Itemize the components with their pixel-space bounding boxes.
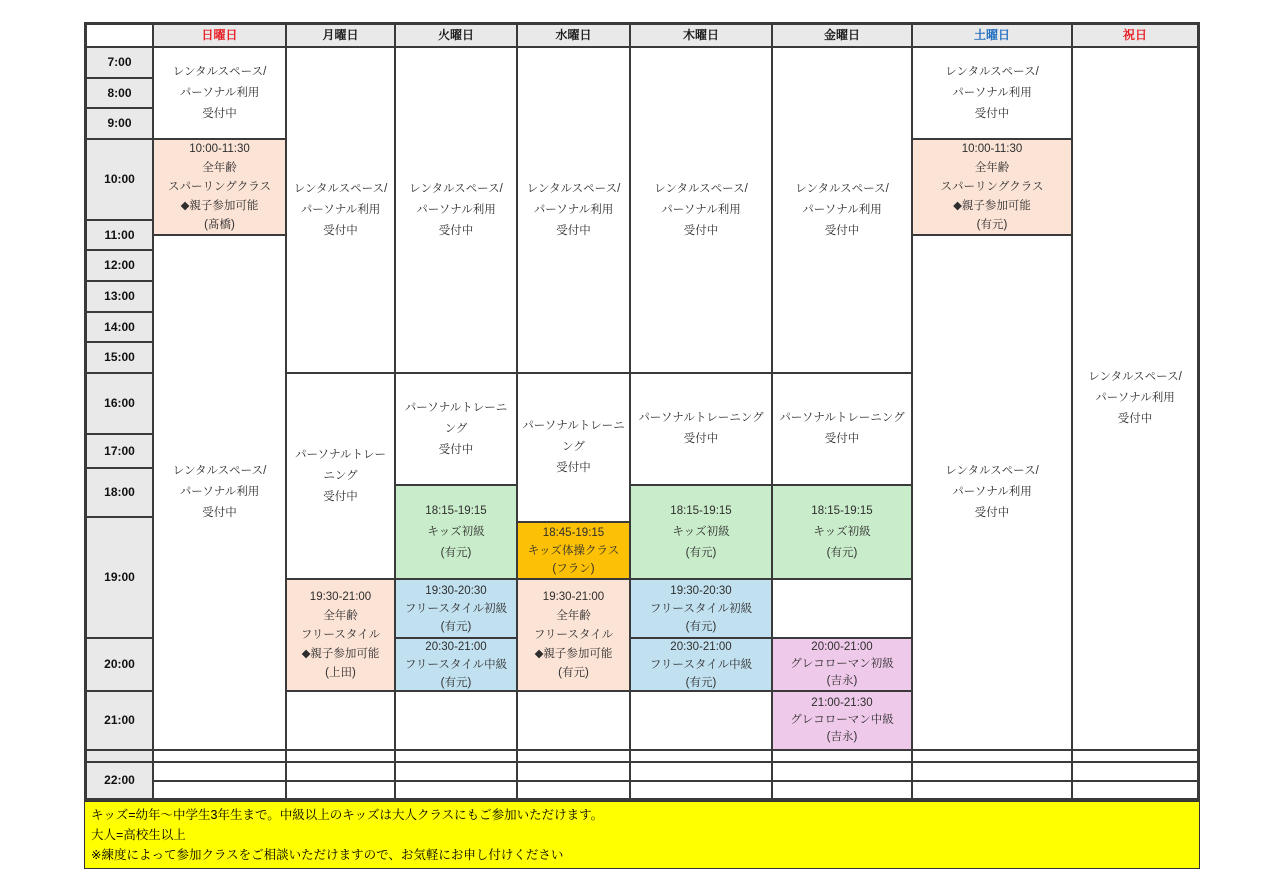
- cell-mon-empty-2: [286, 750, 395, 762]
- cell-text-line: 全年齢: [974, 161, 1010, 174]
- cell-text-line: 受付中: [323, 224, 358, 237]
- cell-fri-greco-intermediate: [772, 691, 912, 750]
- header-saturday: [912, 24, 1072, 47]
- time-16: [86, 373, 153, 434]
- cell-text-line: レンタルスペース/: [945, 465, 1039, 477]
- cell-text-line: 受付中: [556, 224, 591, 237]
- cell-tue-rental: [395, 47, 517, 373]
- header-tuesday: [395, 24, 517, 47]
- header-monday: [286, 24, 395, 47]
- cell-text-line: 金曜日: [823, 28, 860, 42]
- cell-tue-empty-4: [395, 781, 517, 799]
- cell-fri-personal-training: [772, 373, 912, 485]
- cell-holiday-rental: [1072, 47, 1198, 750]
- cell-text-line: 20:30-21:00: [670, 640, 732, 653]
- cell-text-line: 18:45-19:15: [542, 526, 605, 539]
- cell-mon-empty-1: [286, 691, 395, 750]
- cell-text-line: 19:30-21:00: [542, 590, 605, 603]
- cell-text-line: フリースタイル中級: [404, 658, 508, 671]
- time-13: [86, 281, 153, 312]
- cell-wed-rental: [517, 47, 630, 373]
- cell-mon-rental: [286, 47, 395, 373]
- cell-text-line: ニング: [323, 469, 358, 482]
- cell-text-line: 受付中: [202, 107, 237, 120]
- cell-text-line: ◆親子参加可能: [534, 647, 613, 660]
- time-22: [86, 762, 153, 799]
- cell-text-line: パーソナル利用: [952, 86, 1032, 99]
- cell-wed-kids-gymnastics: [517, 522, 630, 579]
- cell-text-line: 13:00: [104, 289, 135, 303]
- cell-text-line: 受付中: [974, 107, 1010, 120]
- time-21: [86, 691, 153, 750]
- cell-wed-empty-3: [517, 762, 630, 781]
- schedule-table: [84, 22, 1200, 801]
- time-7: [86, 47, 153, 78]
- cell-text-line: 20:00: [104, 657, 135, 671]
- cell-text-line: (フラン): [552, 562, 595, 575]
- cell-text-line: 19:30-21:00: [309, 590, 372, 603]
- cell-text-line: パーソナル利用: [1095, 392, 1175, 404]
- cell-text-line: 受付中: [824, 224, 860, 237]
- cell-text-line: レンタルスペース/: [293, 182, 388, 195]
- cell-tue-personal-training: [395, 373, 517, 485]
- cell-text-line: (有元): [440, 546, 472, 559]
- header-sunday: [153, 24, 286, 47]
- cell-text-line: 受付中: [323, 490, 358, 503]
- time-14: [86, 312, 153, 342]
- cell-wed-freestyle: [517, 579, 630, 691]
- time-10: [86, 139, 153, 220]
- cell-text-line: 22:00: [104, 773, 135, 787]
- cell-text-line: (吉永): [826, 731, 858, 743]
- cell-text-line: レンタルスペース/: [1088, 371, 1182, 383]
- cell-text-line: フリースタイル初級: [649, 602, 753, 615]
- cell-text-line: 17:00: [104, 443, 135, 458]
- cell-text-line: (有元): [558, 666, 589, 679]
- cell-text-line: スパーリングクラス: [940, 180, 1044, 193]
- cell-sat-rental-morning: [912, 47, 1072, 139]
- cell-text-line: キッズ初級: [427, 525, 485, 538]
- time-18: [86, 468, 153, 517]
- header-blank: [86, 24, 153, 47]
- cell-text-line: 水曜日: [555, 28, 592, 42]
- cell-thu-empty-3: [630, 762, 772, 781]
- cell-fri-empty-gap: [772, 579, 912, 638]
- cell-text-line: (有元): [685, 676, 717, 689]
- cell-fri-empty-2: [772, 762, 912, 781]
- cell-holiday-empty-1: [1072, 750, 1198, 762]
- cell-text-line: パーソナル利用: [802, 203, 882, 216]
- time-8: [86, 78, 153, 108]
- cell-text-line: 20:30-21:00: [425, 640, 487, 653]
- cell-thu-empty-2: [630, 750, 772, 762]
- cell-text-line: 受付中: [202, 507, 237, 519]
- cell-holiday-empty-2: [1072, 762, 1198, 781]
- cell-tue-freestyle-intermediate: [395, 638, 517, 691]
- cell-text-line: 受付中: [556, 462, 591, 474]
- time-blank: [86, 750, 153, 762]
- cell-mon-empty-4: [286, 781, 395, 799]
- cell-text-line: 9:00: [107, 116, 132, 130]
- cell-tue-empty-3: [395, 762, 517, 781]
- cell-text-line: パーソナルトレーニング: [779, 412, 905, 424]
- cell-text-line: 受付中: [683, 433, 719, 445]
- cell-text-line: (髙橋): [204, 218, 235, 231]
- cell-tue-empty-2: [395, 750, 517, 762]
- time-12: [86, 250, 153, 281]
- cell-text-line: 18:15-19:15: [811, 504, 873, 517]
- cell-text-line: レンタルスペース/: [409, 182, 503, 195]
- cell-text-line: ◆親子参加可能: [953, 199, 1031, 212]
- cell-tue-kids-beginner: [395, 485, 517, 579]
- cell-text-line: 受付中: [1117, 413, 1153, 425]
- cell-text-line: キッズ体操クラス: [527, 544, 620, 557]
- cell-text-line: 受付中: [683, 224, 719, 237]
- cell-text-line: (上田): [325, 666, 356, 679]
- cell-text-line: 16:00: [104, 396, 135, 410]
- cell-text-line: 10:00: [104, 172, 135, 186]
- cell-text-line: 12:00: [104, 258, 135, 272]
- cell-thu-empty-1: [630, 691, 772, 750]
- cell-text-line: (有元): [826, 546, 858, 559]
- cell-text-line: 8:00: [107, 85, 132, 100]
- cell-text-line: 19:30-20:30: [670, 584, 732, 597]
- cell-text-line: 11:00: [104, 227, 135, 242]
- cell-text-line: 祝日: [1122, 28, 1147, 42]
- footer-note-line-adults: 大人=高校生以上: [91, 828, 186, 842]
- cell-text-line: (有元): [685, 546, 717, 559]
- footer-note-line-consult: ※練度によって参加クラスをご相談いただけますので、お気軽にお申し付けください: [91, 848, 564, 862]
- cell-text-line: 14:00: [104, 319, 135, 334]
- cell-text-line: パーソナルトレー: [295, 448, 386, 461]
- cell-text-line: 火曜日: [437, 28, 474, 42]
- cell-holiday-empty-3: [1072, 781, 1198, 799]
- footer-note-line-kids: キッズ=幼年〜中学生3年生まで。中級以上のキッズは大人クラスにもご参加いただけます。: [91, 808, 604, 822]
- cell-text-line: パーソナルトレーニ: [404, 401, 508, 414]
- cell-sat-rental-day: [912, 235, 1072, 750]
- cell-text-line: 受付中: [438, 443, 474, 456]
- cell-sun-empty-1: [153, 750, 286, 762]
- cell-sat-empty-1: [912, 750, 1072, 762]
- cell-sun-sparring: [153, 139, 286, 235]
- cell-text-line: 全年齢: [556, 609, 591, 622]
- cell-text-line: (有元): [440, 620, 472, 633]
- header-wednesday: [517, 24, 630, 47]
- cell-text-line: レンタルスペース/: [795, 182, 889, 195]
- cell-sun-empty-3: [153, 781, 286, 799]
- time-11: [86, 220, 153, 250]
- cell-fri-greco-beginner: [772, 638, 912, 691]
- cell-text-line: レンタルスペース/: [526, 182, 621, 195]
- cell-wed-empty-2: [517, 750, 630, 762]
- cell-text-line: 月曜日: [322, 28, 359, 42]
- cell-text-line: 全年齢: [323, 609, 358, 622]
- cell-text-line: 受付中: [824, 433, 860, 445]
- cell-text-line: 18:15-19:15: [670, 504, 732, 517]
- cell-text-line: 20:00-21:00: [811, 641, 873, 653]
- cell-text-line: パーソナルトレーニ: [522, 420, 625, 432]
- time-17: [86, 434, 153, 468]
- cell-text-line: スパーリングクラス: [168, 180, 271, 193]
- cell-text-line: 全年齢: [202, 161, 237, 174]
- cell-text-line: パーソナル利用: [300, 203, 381, 216]
- cell-text-line: パーソナル利用: [179, 86, 260, 99]
- cell-fri-kids-beginner: [772, 485, 912, 579]
- cell-text-line: 土曜日: [973, 28, 1010, 42]
- cell-text-line: (有元): [685, 620, 717, 633]
- cell-sun-rental-morning: [153, 47, 286, 139]
- cell-wed-empty-4: [517, 781, 630, 799]
- cell-text-line: 18:15-19:15: [425, 504, 487, 517]
- time-9: [86, 108, 153, 139]
- cell-thu-empty-4: [630, 781, 772, 799]
- cell-text-line: パーソナル利用: [952, 486, 1032, 498]
- cell-tue-freestyle-beginner: [395, 579, 517, 638]
- cell-thu-personal-training: [630, 373, 772, 485]
- cell-text-line: パーソナル利用: [179, 486, 260, 498]
- cell-text-line: ◆親子参加可能: [180, 199, 259, 212]
- cell-text-line: レンタルスペース/: [172, 65, 267, 78]
- cell-text-line: パーソナル利用: [416, 203, 496, 216]
- cell-text-line: 7:00: [107, 55, 132, 69]
- cell-fri-empty-3: [772, 781, 912, 799]
- cell-text-line: レンタルスペース/: [945, 65, 1039, 78]
- cell-text-line: (吉永): [826, 675, 858, 687]
- cell-text-line: 受付中: [974, 507, 1010, 519]
- cell-text-line: 21:00: [104, 713, 135, 727]
- cell-fri-rental: [772, 47, 912, 373]
- header-friday: [772, 24, 912, 47]
- cell-text-line: 15:00: [104, 350, 135, 364]
- cell-text-line: パーソナルトレーニング: [638, 412, 764, 424]
- cell-mon-personal-training: [286, 373, 395, 579]
- cell-text-line: 木曜日: [682, 28, 719, 42]
- cell-text-line: ◆親子参加可能: [301, 647, 380, 660]
- cell-wed-personal-training: [517, 373, 630, 522]
- time-15: [86, 342, 153, 373]
- cell-text-line: キッズ初級: [813, 525, 871, 538]
- cell-text-line: 10:00-11:30: [961, 142, 1023, 155]
- cell-sat-empty-3: [912, 781, 1072, 799]
- cell-tue-empty-1: [395, 691, 517, 750]
- cell-text-line: 10:00-11:30: [189, 142, 250, 155]
- cell-text-line: パーソナル利用: [661, 203, 741, 216]
- cell-thu-freestyle-beginner: [630, 579, 772, 638]
- header-holiday: [1072, 24, 1198, 47]
- cell-text-line: パーソナル利用: [533, 203, 614, 216]
- cell-text-line: 19:00: [104, 570, 135, 584]
- cell-fri-empty-1: [772, 750, 912, 762]
- cell-thu-freestyle-intermediate: [630, 638, 772, 691]
- cell-sat-sparring: [912, 139, 1072, 235]
- time-19: [86, 517, 153, 638]
- header-thursday: [630, 24, 772, 47]
- cell-text-line: ング: [562, 441, 585, 453]
- cell-text-line: グレコローマン初級: [790, 658, 894, 670]
- cell-text-line: 19:30-20:30: [425, 584, 487, 597]
- cell-text-line: フリースタイル初級: [404, 602, 508, 615]
- cell-text-line: レンタルスペース/: [654, 182, 748, 195]
- cell-text-line: フリースタイル中級: [649, 658, 753, 671]
- cell-text-line: 18:00: [104, 485, 135, 499]
- cell-text-line: (有元): [976, 218, 1008, 231]
- time-20: [86, 638, 153, 691]
- cell-sat-empty-2: [912, 762, 1072, 781]
- cell-text-line: 受付中: [438, 224, 474, 237]
- cell-text-line: フリースタイル: [533, 628, 614, 641]
- cell-thu-rental: [630, 47, 772, 373]
- cell-mon-freestyle: [286, 579, 395, 691]
- cell-text-line: (有元): [440, 676, 472, 689]
- cell-mon-empty-3: [286, 762, 395, 781]
- cell-text-line: 21:00-21:30: [811, 697, 873, 709]
- cell-text-line: グレコローマン中級: [790, 714, 894, 726]
- cell-text-line: ング: [444, 422, 468, 435]
- cell-thu-kids-beginner: [630, 485, 772, 579]
- cell-text-line: フリースタイル: [300, 628, 381, 641]
- cell-sun-rental-day: [153, 235, 286, 750]
- cell-text-line: 日曜日: [201, 28, 238, 42]
- footer-notes: [84, 801, 1200, 869]
- cell-text-line: レンタルスペース/: [172, 465, 267, 477]
- cell-wed-empty-1: [517, 691, 630, 750]
- cell-text-line: キッズ初級: [672, 525, 730, 538]
- cell-sun-empty-2: [153, 762, 286, 781]
